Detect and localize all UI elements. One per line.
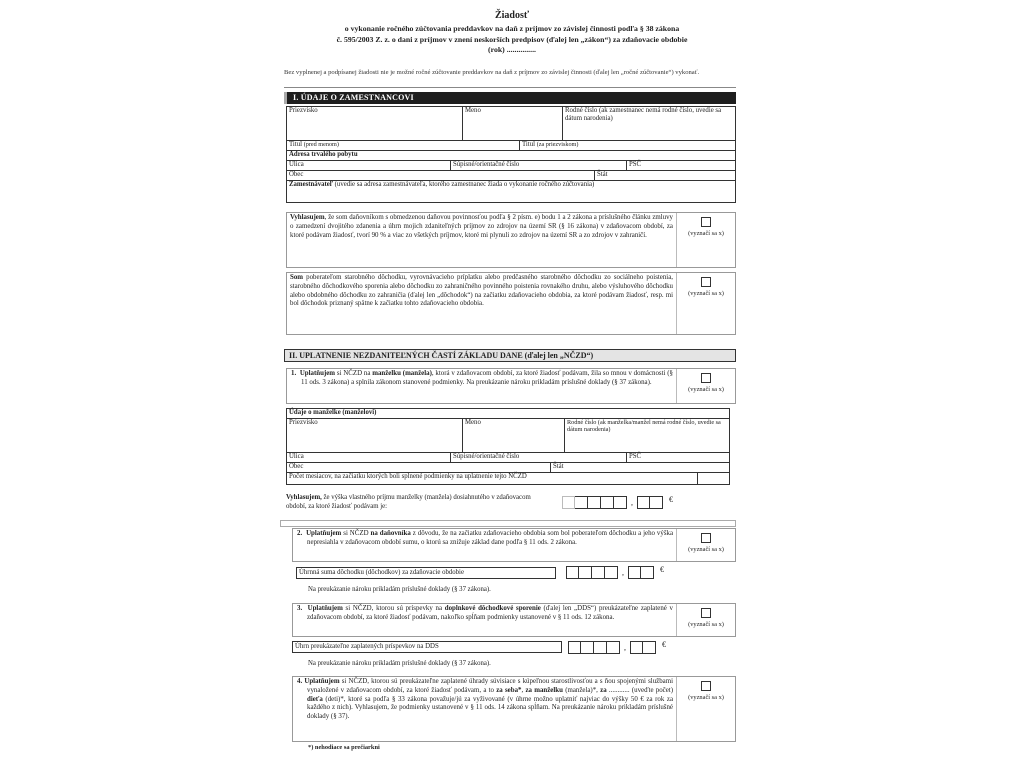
spouse-months-row — [286, 472, 730, 485]
dds-sum-label: Úhrn preukázateľne zaplatených príspevkov na DDS — [292, 641, 562, 653]
postcode-label: PSČ — [629, 161, 642, 168]
form-title: Žiadosť — [494, 10, 530, 21]
title-before-note: (pred menom) — [303, 141, 339, 148]
item-3-number: 3. — [297, 605, 303, 612]
digit-box[interactable] — [650, 496, 663, 509]
digit-box[interactable] — [579, 566, 592, 579]
employer-field[interactable] — [287, 181, 736, 203]
surname-field[interactable] — [287, 107, 463, 141]
declaration-pensioner — [286, 272, 736, 335]
house-number-field[interactable] — [451, 161, 627, 171]
digit-box[interactable] — [630, 641, 643, 654]
spouse-first-name-field[interactable] — [463, 419, 565, 453]
country-field[interactable] — [595, 171, 736, 181]
euro-sign: € — [660, 564, 664, 574]
declaration-1-bold: Vyhlasujem — [290, 214, 325, 221]
item-4-self-bold: za seba* — [496, 686, 522, 694]
birth-number-label: Rodné číslo (ak zamestnanec nemá rodné číslo, uvedie sa dátum narodenia) — [565, 107, 722, 123]
item-3-text-a: si NČZD, ktorou sú príspevky na — [342, 605, 445, 612]
item-4-text-a: si NČZD, ktorou sú preukázateľne zaplatené úhrady súvisiace s kúpeľnou starostlivosťou a s ňou spojenými službami vynaložené v zdaňovacom období, za ktoré žiadosť podávam, a to — [307, 678, 673, 694]
item-4-spa — [292, 676, 736, 742]
spouse-name-row — [286, 418, 730, 453]
item-4-check-label: (vyznačí sa x) — [688, 694, 724, 701]
spouse-birth-number-field[interactable] — [565, 419, 730, 453]
subtitle-line-1: o vykonanie ročného zúčtovania preddavkov na daň z príjmov zo závislej činnosti podľa § 38 zákona — [344, 24, 680, 33]
digit-box[interactable] — [614, 496, 627, 509]
title-before-label: Titul — [289, 141, 302, 148]
item-1-spouse-bold: manželku (manžela) — [372, 370, 432, 377]
decimal-comma: , — [624, 643, 626, 652]
spouse-country-field[interactable] — [551, 463, 730, 473]
item-2-text-a: si NČZD — [341, 530, 371, 537]
city-label: Obec — [289, 171, 304, 178]
digit-box[interactable] — [566, 566, 579, 579]
declaration-2-check-label: (vyznačí sa x) — [688, 290, 724, 297]
divider — [284, 87, 736, 88]
subtitle-line-3: (rok) ............... — [488, 45, 536, 55]
item-2-proof-note: Na preukázanie nároku prikladám príslušné doklady (§ 37 zákona). — [308, 586, 491, 593]
item-4-text-b: , — [521, 686, 526, 694]
digit-box[interactable] — [643, 641, 656, 654]
spouse-surname-field[interactable] — [287, 419, 463, 453]
section-2-heading: II. UPLATNENIE NEZDANITEĽNÝCH ČASTÍ ZÁKLADU DANE (ďalej len „NČZD“) — [284, 349, 736, 362]
digit-box[interactable] — [637, 496, 650, 509]
declaration-1-text: , že som daňovníkom s obmedzenou daňovou povinnosťou podľa § 2 písm. e) bodu 1 a 2 zákona a príslušného článku zmluvy o zamedzení dvojitého zdanenia a úhrn mojich zdaniteľných príjmov zo zdrojov na území SR (§ 16 zákona) v zdaňovacom období, za ktoré podávam žiadosť, tvorí 90 % a viac zo všetkých príjmov, ktoré mi plynuli zo zdrojov na území SR a zo zdrojov v zahraničí. — [290, 214, 673, 239]
employer-label: Zamestnávateľ — [289, 181, 333, 188]
employer-row — [286, 180, 736, 203]
spouse-postcode-field[interactable] — [627, 453, 730, 463]
item-2-taxpayer-bold: na daňovníka — [370, 530, 411, 537]
pension-sum-amount — [566, 566, 664, 579]
item-2-text-b: z dôvodu, že na začiatku zdaňovacieho obdobia som bol poberateľom dôchodku a jeho výška nepresiahla v zdaňovacom období sumu, o ktorú sa znižuje základ dane podľa § 11 ods. 2 zákona. — [307, 530, 674, 546]
item-1-text-b: , ktorá v zdaňovacom období, za ktoré žiadosť podávam, žila so mnou v domácnosti (§ 11 ods. 3 zákona) a splnila zákonom stanovené podmienky. Na preukázanie nároku prikladám príslušné doklady (§ 37 zákona). — [301, 370, 673, 386]
euro-sign: € — [669, 494, 673, 504]
spouse-city-field[interactable] — [287, 463, 551, 473]
months-label: Počet mesiacov, na začiatku ktorých boli splnené podmienky na uplatnenie tejto NČZD — [287, 473, 698, 485]
pension-sum-label: Úhrnná suma dôchodku (dôchodkov) za zdaňovacie obdobie — [296, 567, 556, 579]
spouse-house-number-label: Súpisné/orientačné číslo — [453, 453, 520, 460]
digit-box[interactable] — [562, 496, 575, 509]
item-4-claim: Uplatňujem — [304, 678, 340, 685]
decimal-comma: , — [622, 568, 624, 577]
spouse-street-field[interactable] — [287, 453, 451, 463]
street-field[interactable] — [287, 161, 451, 171]
item-2-checkbox[interactable] — [701, 533, 711, 543]
spouse-income-declaration — [286, 494, 536, 512]
declaration-2-text: poberateľom starobného dôchodku, vyrovnávacieho príplatku alebo predčasného starobného dôchodku zo sociálneho poistenia, starobného dôchodkového sporenia alebo dôchodku zo zahraničného povinného poistenia rovnakého druhu, alebo výsluhového dôchodku alebo obdobného dôchodku zo zahraničia (ďalej len „dôchodok“) na začiatku zdaňovacieho obdobia, za ktoré podávam žiadosť, resp. mi bol dôchodok priznaný spätne k začiatku tohto zdaňovacieho obdobia. — [290, 274, 673, 308]
declaration-limited-tax — [286, 212, 736, 268]
intro-text: Bez vyplnenej a podpísanej žiadosti nie je možné ročné zúčtovanie preddavkov na daň z príjmov zo závislej činnosti (ďalej len „ročné zúčtovanie“) vykonať. — [284, 69, 700, 76]
spouse-first-name-label: Meno — [465, 419, 481, 426]
declaration-1-checkbox[interactable] — [701, 217, 711, 227]
title-after-field[interactable] — [520, 141, 736, 151]
title-after-note: (za priezviskom) — [536, 141, 579, 148]
digit-box[interactable] — [607, 641, 620, 654]
item-4-spouse-bold: za manželku — [525, 686, 563, 694]
first-name-label: Meno — [465, 107, 481, 114]
spouse-income-text: že výška vlastného príjmu manželky (manžela) dosiahnutého v zdaňovacom období, za ktoré žiadosť podávam je: — [286, 494, 531, 510]
item-3-dds — [292, 603, 736, 637]
digit-box[interactable] — [594, 641, 607, 654]
employer-note: (uvedie sa adresa zamestnávateľa, ktorého zamestnanec žiada o vykonanie ročného zúčtovania) — [332, 181, 595, 188]
country-label: Štát — [597, 171, 608, 178]
item-4-text-e: (deti)*, ktoré sa podľa § 33 zákona považuje/jú za vyživované (v úhrne možno uplatniť najviac do výšky 50 € za rok za každého z nich). Vyhlasujem, že podmienky ustanovené v § 11 ods. 14 zákona spĺňam. Na preukázanie nároku prikladám príslušné doklady (§ 37). — [307, 695, 673, 721]
item-3-text-b: (ďalej len „DDS“) preukázateľne zaplatené v zdaňovacom období, za ktoré žiadosť podávam, nakoľko spĺňam podmienky ustanovené v § 11 ods. 12 zákona. — [307, 605, 673, 621]
spouse-country-label: Štát — [553, 463, 564, 470]
item-1-spouse — [286, 368, 736, 404]
item-4-for-bold: za — [600, 686, 607, 694]
item-4-number: 4. — [297, 678, 303, 685]
spouse-street-label: Ulica — [289, 453, 304, 460]
section-1-heading: I. ÚDAJE O ZAMESTNANCOVI — [284, 92, 736, 104]
decimal-comma: , — [631, 498, 633, 507]
employee-info-table — [286, 106, 736, 141]
surname-label: Priezvisko — [289, 107, 318, 114]
declaration-2-bold: Som — [290, 274, 304, 281]
item-3-checkbox[interactable] — [701, 608, 711, 618]
item-1-text-a: si NČZD na — [335, 370, 373, 377]
spouse-surname-label: Priezvisko — [289, 419, 318, 426]
digit-box[interactable] — [581, 641, 594, 654]
spouse-birth-number-label: Rodné číslo (ak manželka/manžel nemá rodné číslo, uvedie sa dátum narodenia) — [567, 419, 721, 434]
birth-number-field[interactable] — [563, 107, 736, 141]
digit-box[interactable] — [641, 566, 654, 579]
item-4-text-d: ............ (uveďte počet) — [606, 686, 673, 694]
item-2-check-label: (vyznačí sa x) — [688, 546, 724, 553]
item-2-claim: Uplatňujem — [306, 530, 342, 537]
city-field[interactable] — [287, 171, 595, 181]
house-number-label: Súpisné/orientačné číslo — [453, 161, 520, 168]
footnote: *) nehodiace sa prečiarkni — [308, 744, 380, 751]
digit-box[interactable] — [601, 496, 614, 509]
item-1-claim: Uplatňujem — [299, 370, 336, 377]
digit-box[interactable] — [588, 496, 601, 509]
spouse-income-bold: Vyhlasujem, — [286, 494, 322, 501]
item-4-child-bold: dieťa — [307, 695, 323, 703]
declaration-1-check-label: (vyznačí sa x) — [688, 230, 724, 237]
digit-box[interactable] — [592, 566, 605, 579]
spacer-bar — [280, 520, 736, 527]
item-3-check-label: (vyznačí sa x) — [688, 621, 724, 628]
address-heading: Adresa trvalého pobytu — [287, 151, 736, 161]
street-label: Ulica — [289, 161, 304, 168]
item-4-text-c: (manžela)*, — [562, 686, 601, 694]
item-3-proof-note: Na preukázanie nároku prikladám príslušné doklady (§ 37 zákona). — [308, 660, 491, 667]
digit-box[interactable] — [575, 496, 588, 509]
item-1-number: 1. — [291, 370, 297, 377]
declaration-2-checkbox[interactable] — [701, 277, 711, 287]
item-2-taxpayer — [292, 528, 736, 562]
spouse-heading: Údaje o manželke (manželovi) — [287, 409, 730, 419]
spouse-house-number-field[interactable] — [451, 453, 627, 463]
item-4-checkbox[interactable] — [701, 681, 711, 691]
title-after-label: Titul — [522, 141, 535, 148]
title-before-field[interactable] — [287, 141, 520, 151]
spouse-postcode-label: PSČ — [629, 453, 642, 460]
first-name-field[interactable] — [463, 107, 563, 141]
item-2-number: 2. — [297, 530, 303, 537]
digit-box[interactable] — [628, 566, 641, 579]
spouse-income-amount — [562, 496, 673, 509]
digit-box[interactable] — [568, 641, 581, 654]
item-3-claim: Uplatňujem — [307, 605, 343, 612]
item-1-check-label: (vyznačí sa x) — [688, 386, 724, 393]
postcode-field[interactable] — [627, 161, 736, 171]
form-subtitle — [284, 24, 740, 56]
form-page — [284, 0, 740, 768]
dds-sum-amount — [568, 641, 666, 654]
item-1-checkbox[interactable] — [701, 373, 711, 383]
spouse-city-label: Obec — [289, 463, 304, 470]
euro-sign: € — [662, 639, 666, 649]
months-field[interactable] — [698, 473, 730, 485]
digit-box[interactable] — [605, 566, 618, 579]
item-3-dds-bold: doplnkové dôchodkové sporenie — [444, 605, 541, 612]
subtitle-line-2: č. 595/2003 Z. z. o dani z príjmov v znení neskorších predpisov (ďalej len „zákon“) za zdaňovacie obdobie — [336, 34, 688, 44]
